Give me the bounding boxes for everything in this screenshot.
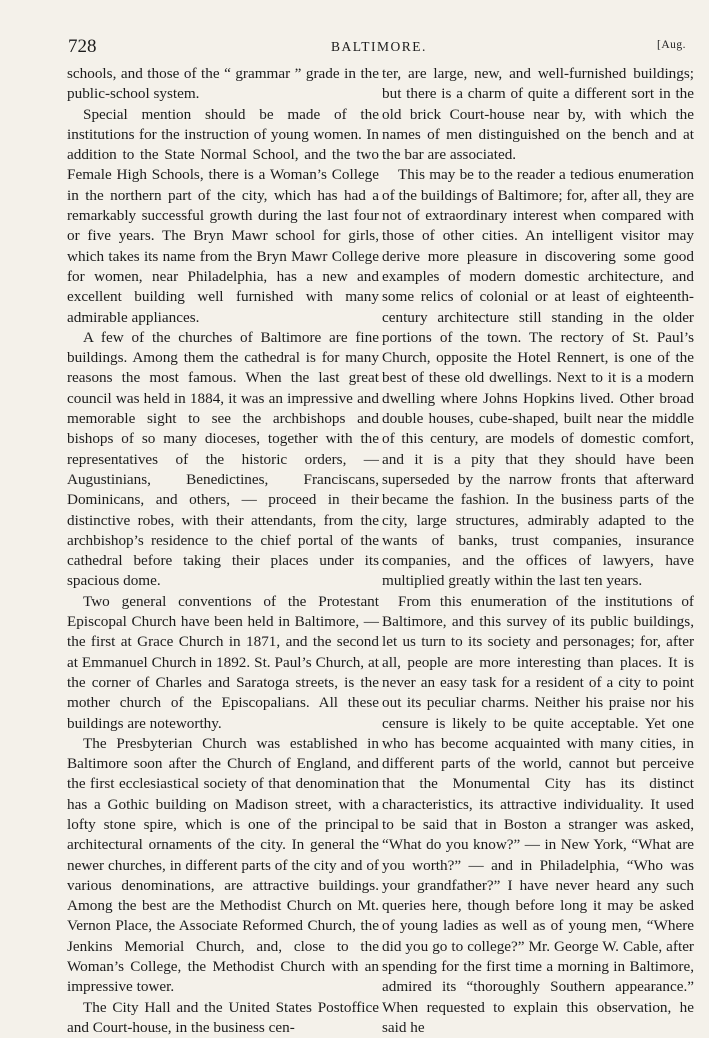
- paragraph: schools, and those of the “ grammar ” grade in the public-school system.: [67, 65, 379, 103]
- page-number: 728: [68, 36, 97, 57]
- page-header: [64, 36, 694, 60]
- paragraph: The Presbyterian Church was established in Baltimore soon after the Church of England, and the first ecclesiastical society of that denomination has a Gothic building on Madison street, with a lofty stone spire, which is one of the principal architectural ornaments of the city. In general the newer churches, in different parts of the city and of various denominations, are attractive buildings. Among the best are the Methodist Church on Mt. Vernon Place, the Associate Reformed Church, the Jenkins Memorial Church, and, close to the Woman’s College, the Methodist Church with an impressive tower.: [67, 734, 379, 996]
- paragraph: This may be to the reader a tedious enumeration of the buildings of Baltimore; for, after all, they are not of extraordinary interest when compared with those of other cities. An intelligent visitor may derive more pleasure in discovering some good examples of modern domestic architecture, and some relics of colonial or at least of eighteenth-century architecture still standing in the older portions of the town. The rectory of St. Paul’s Church, opposite the Hotel Rennert, is one of the best of these old dwellings. Next to it is a modern dwelling where Johns Hopkins lived. Other broad double houses, cube-shaped, built near the middle of this century, are models of domestic comfort, and it is a pity that they should have been superseded by the narrow fronts that afterward became the fashion. In the business parts of the city, large structures, admirably adapted to the wants of banks, trust companies, insurance companies, and the offices of lawyers, have multiplied greatly within the last ten years.: [382, 166, 694, 590]
- paragraph: From this enumeration of the institutions of Baltimore, and this survey of its public buildings, let us turn to its society and personages; for, after all, people are more interesting than places. It is never an easy task for a resident of a city to point out its peculiar charms. Neither his praise nor his censure is likely to be quite acceptable. Yet one who has become acquainted with many cities, in different parts of the world, cannot but perceive that the Monumental City has its distinct characteristics, its attractive individuality. It used to be said that in Boston a stranger was asked, “What do you know?” — in New York, “What are you worth?” — and in Philadelphia, “Who was your grandfather?” I have never heard any such queries here, though before long it may be asked of young ladies as well as of young men, “Where did you go to college?” Mr. George W. Cable, after spending for the first time a morning in Baltimore, admired its “thoroughly Southern appearance.” When requested to explain this observation, he said he: [382, 592, 694, 1036]
- paragraph: Two general conventions of the Protestant Episcopal Church have been held in Baltimore, — the first at Grace Church in 1871, and the second at Emmanuel Church in 1892. St. Paul’s Church, at the corner of Charles and Saratoga streets, is the mother church of the Episcopalians. All these buildings are noteworthy.: [67, 592, 379, 732]
- paragraph: Special mention should be made of the institutions for the instruction of young women. In addition to the State Normal School, and the two Female High Schools, there is a Woman’s College in the northern part of the city, which has had a remarkably successful growth during the last four or five years. The Bryn Mawr school for girls, which takes its name from the Bryn Mawr College for women, near Philadelphia, has a new and excellent building well furnished with many admirable appliances.: [67, 105, 379, 326]
- issue-month: [Aug.: [656, 39, 686, 51]
- paragraph: ter, are large, new, and well-furnished buildings; but there is a charm of quite a different sort in the old brick Court-house near by, with which the names of men distinguished on the bench and at the bar are associated.: [382, 65, 694, 164]
- left-column: [67, 64, 379, 1038]
- paragraph: The City Hall and the United States Postoffice and Court-house, in the business cen-: [67, 998, 379, 1036]
- right-column: [382, 64, 694, 1038]
- running-title: BALTIMORE.: [331, 39, 427, 54]
- paragraph: A few of the churches of Baltimore are fine buildings. Among them the cathedral is for many reasons the most famous. When the last great council was held in 1884, it was an impressive and memorable sight to see the archbishops and bishops of so many dioceses, together with the representatives of the historic orders, — Augustinians, Benedictines, Franciscans, Dominicans, and others, — proceed in their distinctive robes, with their attendants, from the archbishop’s residence to the chief portal of the cathedral before taking their places under its spacious dome.: [67, 328, 379, 590]
